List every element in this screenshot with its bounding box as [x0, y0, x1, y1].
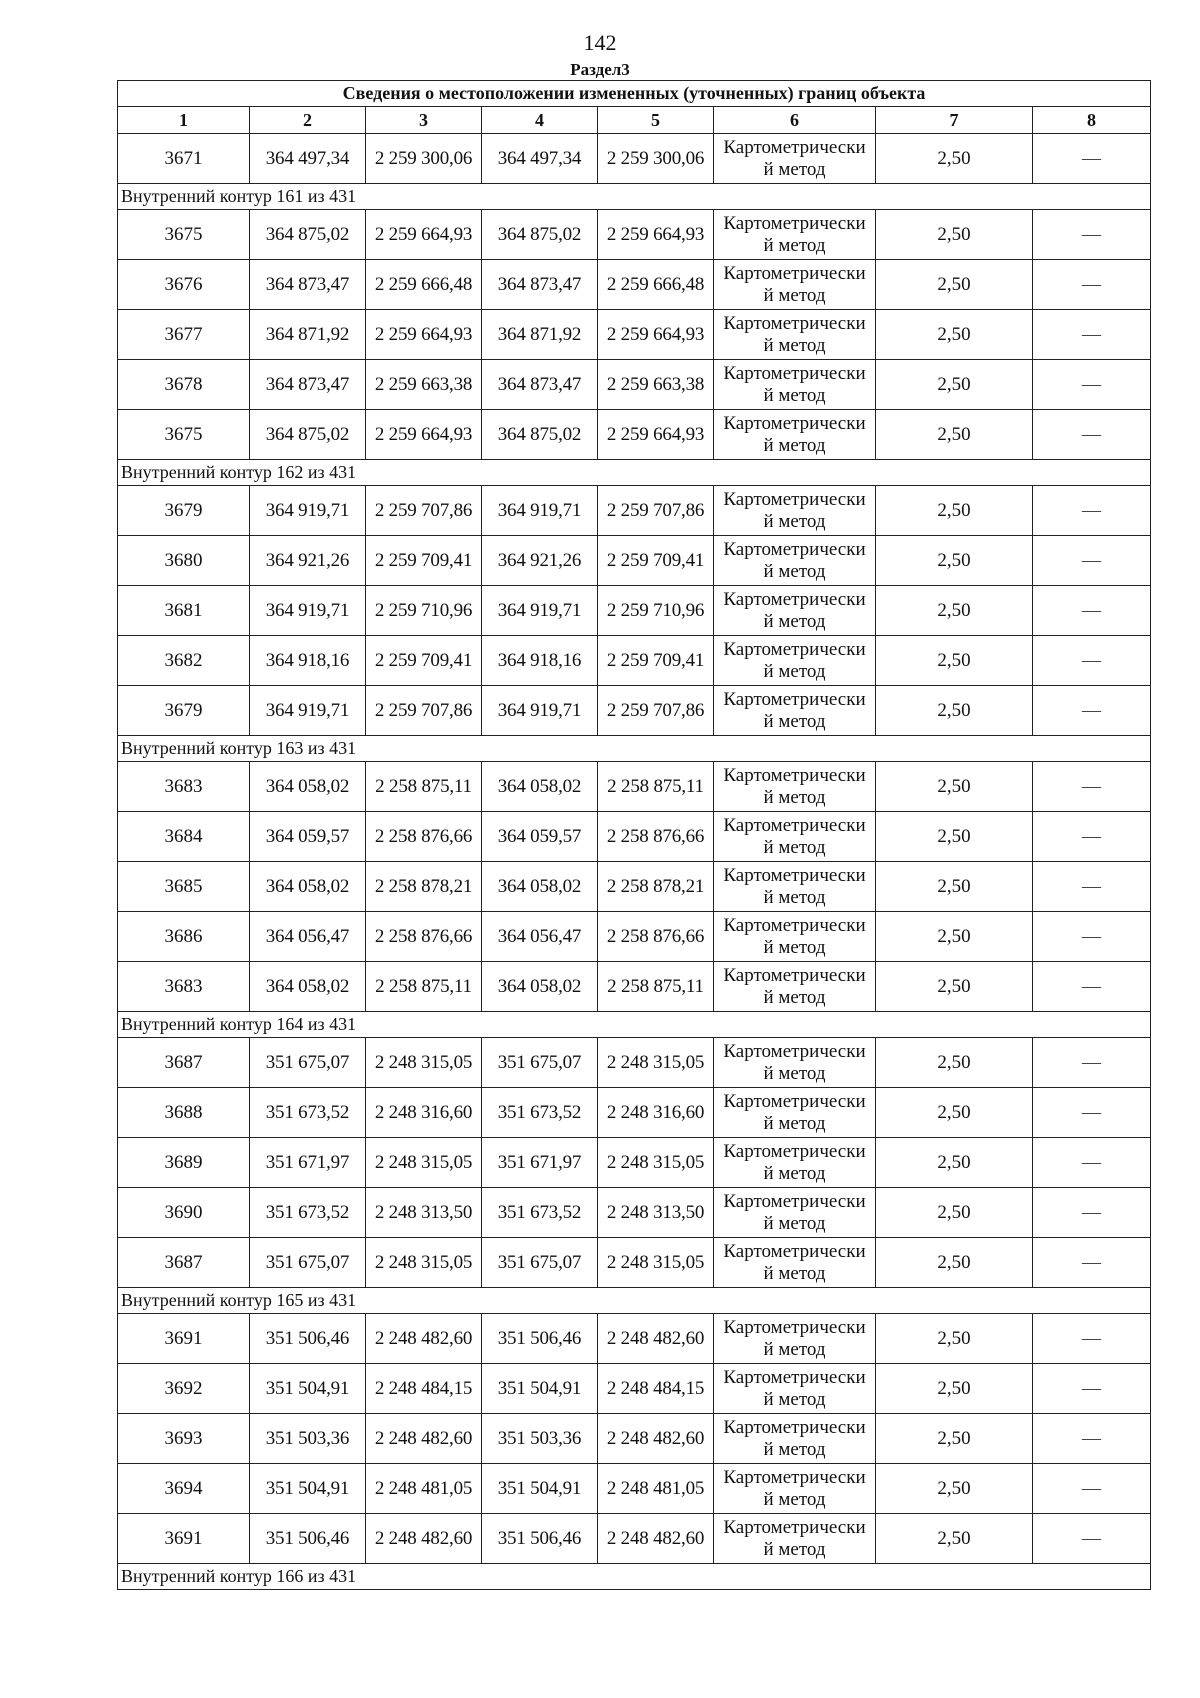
- table-row: [118, 360, 1151, 410]
- accuracy-value: 2,50: [876, 586, 1033, 636]
- x-coordinate-old: 351 673,52: [250, 1088, 366, 1138]
- y-coordinate-old: 2 258 876,66: [366, 912, 482, 962]
- determination-method: Картометрически й метод: [714, 1088, 876, 1138]
- x-coordinate-old: 351 503,36: [250, 1414, 366, 1464]
- x-coordinate-old: 351 675,07: [250, 1238, 366, 1288]
- x-coordinate-new: 364 056,47: [482, 912, 598, 962]
- y-coordinate-old: 2 248 482,60: [366, 1414, 482, 1464]
- x-coordinate-old: 351 673,52: [250, 1188, 366, 1238]
- table-row: [118, 310, 1151, 360]
- column-number: 3: [366, 107, 482, 134]
- table-row: [118, 862, 1151, 912]
- point-number: 3678: [118, 360, 250, 410]
- x-coordinate-old: 364 919,71: [250, 486, 366, 536]
- y-coordinate-old: 2 248 316,60: [366, 1088, 482, 1138]
- y-coordinate-new: 2 259 663,38: [598, 360, 714, 410]
- determination-method: Картометрически й метод: [714, 762, 876, 812]
- table-row: [118, 812, 1151, 862]
- x-coordinate-old: 364 875,02: [250, 210, 366, 260]
- description-cell: —: [1033, 636, 1151, 686]
- description-cell: —: [1033, 1038, 1151, 1088]
- x-coordinate-new: 364 497,34: [482, 134, 598, 184]
- x-coordinate-new: 351 504,91: [482, 1364, 598, 1414]
- table-row: [118, 1514, 1151, 1564]
- table-row: [118, 260, 1151, 310]
- x-coordinate-new: 364 058,02: [482, 762, 598, 812]
- table-row: [118, 486, 1151, 536]
- y-coordinate-new: 2 259 710,96: [598, 586, 714, 636]
- x-coordinate-new: 364 871,92: [482, 310, 598, 360]
- y-coordinate-old: 2 259 707,86: [366, 686, 482, 736]
- accuracy-value: 2,50: [876, 486, 1033, 536]
- accuracy-value: 2,50: [876, 1314, 1033, 1364]
- table-row: [118, 1088, 1151, 1138]
- accuracy-value: 2,50: [876, 360, 1033, 410]
- contour-row: [118, 1288, 1151, 1314]
- point-number: 3675: [118, 210, 250, 260]
- point-number: 3679: [118, 686, 250, 736]
- x-coordinate-new: 364 919,71: [482, 586, 598, 636]
- y-coordinate-new: 2 259 707,86: [598, 686, 714, 736]
- contour-label: Внутренний контур 163 из 431: [118, 736, 1151, 762]
- contour-row: [118, 460, 1151, 486]
- x-coordinate-new: 364 058,02: [482, 862, 598, 912]
- x-coordinate-new: 351 503,36: [482, 1414, 598, 1464]
- y-coordinate-new: 2 259 709,41: [598, 536, 714, 586]
- x-coordinate-new: 364 873,47: [482, 360, 598, 410]
- accuracy-value: 2,50: [876, 210, 1033, 260]
- x-coordinate-new: 364 921,26: [482, 536, 598, 586]
- contour-label: Внутренний контур 165 из 431: [118, 1288, 1151, 1314]
- x-coordinate-old: 364 497,34: [250, 134, 366, 184]
- determination-method: Картометрически й метод: [714, 260, 876, 310]
- description-cell: —: [1033, 1314, 1151, 1364]
- point-number: 3692: [118, 1364, 250, 1414]
- point-number: 3671: [118, 134, 250, 184]
- accuracy-value: 2,50: [876, 1138, 1033, 1188]
- y-coordinate-old: 2 259 664,93: [366, 410, 482, 460]
- x-coordinate-old: 364 873,47: [250, 260, 366, 310]
- y-coordinate-new: 2 259 664,93: [598, 210, 714, 260]
- accuracy-value: 2,50: [876, 1238, 1033, 1288]
- point-number: 3691: [118, 1314, 250, 1364]
- y-coordinate-new: 2 248 313,50: [598, 1188, 714, 1238]
- accuracy-value: 2,50: [876, 1414, 1033, 1464]
- table-row: [118, 1138, 1151, 1188]
- table-row: [118, 1414, 1151, 1464]
- table-row: [118, 1464, 1151, 1514]
- column-number: 5: [598, 107, 714, 134]
- table-body: [118, 134, 1151, 1590]
- determination-method: Картометрически й метод: [714, 1464, 876, 1514]
- determination-method: Картометрически й метод: [714, 134, 876, 184]
- x-coordinate-new: 351 673,52: [482, 1188, 598, 1238]
- point-number: 3693: [118, 1414, 250, 1464]
- contour-label: Внутренний контур 162 из 431: [118, 460, 1151, 486]
- y-coordinate-new: 2 248 482,60: [598, 1514, 714, 1564]
- description-cell: —: [1033, 1188, 1151, 1238]
- y-coordinate-new: 2 248 481,05: [598, 1464, 714, 1514]
- x-coordinate-new: 364 875,02: [482, 210, 598, 260]
- point-number: 3690: [118, 1188, 250, 1238]
- table-caption-row: [118, 81, 1151, 107]
- determination-method: Картометрически й метод: [714, 1514, 876, 1564]
- point-number: 3687: [118, 1238, 250, 1288]
- y-coordinate-new: 2 248 316,60: [598, 1088, 714, 1138]
- determination-method: Картометрически й метод: [714, 862, 876, 912]
- x-coordinate-old: 351 675,07: [250, 1038, 366, 1088]
- determination-method: Картометрически й метод: [714, 410, 876, 460]
- y-coordinate-old: 2 248 315,05: [366, 1038, 482, 1088]
- table-row: [118, 134, 1151, 184]
- accuracy-value: 2,50: [876, 962, 1033, 1012]
- accuracy-value: 2,50: [876, 310, 1033, 360]
- description-cell: —: [1033, 260, 1151, 310]
- description-cell: —: [1033, 134, 1151, 184]
- table-row: [118, 912, 1151, 962]
- contour-row: [118, 1564, 1151, 1590]
- accuracy-value: 2,50: [876, 1514, 1033, 1564]
- x-coordinate-old: 364 921,26: [250, 536, 366, 586]
- y-coordinate-new: 2 259 664,93: [598, 310, 714, 360]
- determination-method: Картометрически й метод: [714, 1364, 876, 1414]
- accuracy-value: 2,50: [876, 1364, 1033, 1414]
- description-cell: —: [1033, 310, 1151, 360]
- y-coordinate-new: 2 258 876,66: [598, 912, 714, 962]
- determination-method: Картометрически й метод: [714, 536, 876, 586]
- contour-row: [118, 184, 1151, 210]
- table-row: [118, 1038, 1151, 1088]
- table-row: [118, 1188, 1151, 1238]
- y-coordinate-new: 2 259 707,86: [598, 486, 714, 536]
- x-coordinate-old: 364 056,47: [250, 912, 366, 962]
- table-row: [118, 962, 1151, 1012]
- determination-method: Картометрически й метод: [714, 812, 876, 862]
- contour-row: [118, 1012, 1151, 1038]
- x-coordinate-old: 351 506,46: [250, 1514, 366, 1564]
- column-number: 6: [714, 107, 876, 134]
- point-number: 3688: [118, 1088, 250, 1138]
- x-coordinate-old: 364 875,02: [250, 410, 366, 460]
- x-coordinate-new: 351 506,46: [482, 1514, 598, 1564]
- y-coordinate-new: 2 248 482,60: [598, 1414, 714, 1464]
- description-cell: —: [1033, 210, 1151, 260]
- column-number: 7: [876, 107, 1033, 134]
- accuracy-value: 2,50: [876, 762, 1033, 812]
- accuracy-value: 2,50: [876, 410, 1033, 460]
- y-coordinate-new: 2 248 315,05: [598, 1238, 714, 1288]
- y-coordinate-new: 2 259 709,41: [598, 636, 714, 686]
- table-row: [118, 586, 1151, 636]
- point-number: 3685: [118, 862, 250, 912]
- y-coordinate-old: 2 248 482,60: [366, 1514, 482, 1564]
- point-number: 3683: [118, 962, 250, 1012]
- y-coordinate-new: 2 248 315,05: [598, 1038, 714, 1088]
- column-number: 8: [1033, 107, 1151, 134]
- point-number: 3681: [118, 586, 250, 636]
- determination-method: Картометрически й метод: [714, 210, 876, 260]
- x-coordinate-new: 351 675,07: [482, 1038, 598, 1088]
- column-number-row: [118, 107, 1151, 134]
- contour-label: Внутренний контур 161 из 431: [118, 184, 1151, 210]
- description-cell: —: [1033, 862, 1151, 912]
- description-cell: —: [1033, 1464, 1151, 1514]
- x-coordinate-old: 351 504,91: [250, 1364, 366, 1414]
- accuracy-value: 2,50: [876, 812, 1033, 862]
- y-coordinate-old: 2 259 664,93: [366, 310, 482, 360]
- description-cell: —: [1033, 1414, 1151, 1464]
- y-coordinate-old: 2 248 482,60: [366, 1314, 482, 1364]
- y-coordinate-old: 2 258 878,21: [366, 862, 482, 912]
- description-cell: —: [1033, 762, 1151, 812]
- accuracy-value: 2,50: [876, 134, 1033, 184]
- accuracy-value: 2,50: [876, 1088, 1033, 1138]
- x-coordinate-new: 364 058,02: [482, 962, 598, 1012]
- x-coordinate-new: 364 919,71: [482, 486, 598, 536]
- determination-method: Картометрически й метод: [714, 1238, 876, 1288]
- determination-method: Картометрически й метод: [714, 1314, 876, 1364]
- determination-method: Картометрически й метод: [714, 486, 876, 536]
- table-row: [118, 1364, 1151, 1414]
- description-cell: —: [1033, 1364, 1151, 1414]
- point-number: 3694: [118, 1464, 250, 1514]
- table-row: [118, 762, 1151, 812]
- determination-method: Картометрически й метод: [714, 912, 876, 962]
- x-coordinate-old: 364 871,92: [250, 310, 366, 360]
- point-number: 3687: [118, 1038, 250, 1088]
- x-coordinate-new: 364 918,16: [482, 636, 598, 686]
- point-number: 3677: [118, 310, 250, 360]
- y-coordinate-old: 2 258 875,11: [366, 762, 482, 812]
- y-coordinate-new: 2 248 315,05: [598, 1138, 714, 1188]
- x-coordinate-new: 364 875,02: [482, 410, 598, 460]
- y-coordinate-new: 2 248 484,15: [598, 1364, 714, 1414]
- x-coordinate-old: 351 504,91: [250, 1464, 366, 1514]
- contour-row: [118, 736, 1151, 762]
- y-coordinate-old: 2 259 710,96: [366, 586, 482, 636]
- accuracy-value: 2,50: [876, 536, 1033, 586]
- description-cell: —: [1033, 1088, 1151, 1138]
- point-number: 3684: [118, 812, 250, 862]
- accuracy-value: 2,50: [876, 686, 1033, 736]
- y-coordinate-old: 2 259 709,41: [366, 536, 482, 586]
- accuracy-value: 2,50: [876, 1464, 1033, 1514]
- contour-label: Внутренний контур 164 из 431: [118, 1012, 1151, 1038]
- point-number: 3676: [118, 260, 250, 310]
- y-coordinate-old: 2 259 300,06: [366, 134, 482, 184]
- x-coordinate-new: 364 873,47: [482, 260, 598, 310]
- y-coordinate-old: 2 248 315,05: [366, 1138, 482, 1188]
- y-coordinate-new: 2 259 666,48: [598, 260, 714, 310]
- determination-method: Картометрически й метод: [714, 1414, 876, 1464]
- description-cell: —: [1033, 1514, 1151, 1564]
- x-coordinate-new: 351 504,91: [482, 1464, 598, 1514]
- determination-method: Картометрически й метод: [714, 1138, 876, 1188]
- determination-method: Картометрически й метод: [714, 636, 876, 686]
- point-number: 3689: [118, 1138, 250, 1188]
- y-coordinate-old: 2 248 315,05: [366, 1238, 482, 1288]
- table-row: [118, 1314, 1151, 1364]
- accuracy-value: 2,50: [876, 260, 1033, 310]
- y-coordinate-old: 2 259 666,48: [366, 260, 482, 310]
- y-coordinate-new: 2 248 482,60: [598, 1314, 714, 1364]
- x-coordinate-old: 364 918,16: [250, 636, 366, 686]
- x-coordinate-old: 351 506,46: [250, 1314, 366, 1364]
- table-row: [118, 410, 1151, 460]
- determination-method: Картометрически й метод: [714, 1188, 876, 1238]
- y-coordinate-old: 2 248 481,05: [366, 1464, 482, 1514]
- table-row: [118, 636, 1151, 686]
- determination-method: Картометрически й метод: [714, 962, 876, 1012]
- y-coordinate-old: 2 258 876,66: [366, 812, 482, 862]
- x-coordinate-old: 364 873,47: [250, 360, 366, 410]
- x-coordinate-new: 351 675,07: [482, 1238, 598, 1288]
- accuracy-value: 2,50: [876, 912, 1033, 962]
- x-coordinate-new: 351 671,97: [482, 1138, 598, 1188]
- accuracy-value: 2,50: [876, 862, 1033, 912]
- accuracy-value: 2,50: [876, 1038, 1033, 1088]
- determination-method: Картометрически й метод: [714, 686, 876, 736]
- point-number: 3691: [118, 1514, 250, 1564]
- x-coordinate-old: 364 058,02: [250, 962, 366, 1012]
- accuracy-value: 2,50: [876, 1188, 1033, 1238]
- y-coordinate-old: 2 248 313,50: [366, 1188, 482, 1238]
- x-coordinate-old: 364 919,71: [250, 686, 366, 736]
- determination-method: Картометрически й метод: [714, 1038, 876, 1088]
- y-coordinate-new: 2 258 878,21: [598, 862, 714, 912]
- page-number: 142: [583, 30, 617, 55]
- description-cell: —: [1033, 686, 1151, 736]
- x-coordinate-new: 364 059,57: [482, 812, 598, 862]
- y-coordinate-old: 2 259 664,93: [366, 210, 482, 260]
- x-coordinate-new: 351 506,46: [482, 1314, 598, 1364]
- x-coordinate-old: 364 058,02: [250, 762, 366, 812]
- description-cell: —: [1033, 962, 1151, 1012]
- y-coordinate-old: 2 259 709,41: [366, 636, 482, 686]
- x-coordinate-old: 364 059,57: [250, 812, 366, 862]
- y-coordinate-old: 2 259 707,86: [366, 486, 482, 536]
- x-coordinate-new: 351 673,52: [482, 1088, 598, 1138]
- x-coordinate-new: 364 919,71: [482, 686, 598, 736]
- y-coordinate-new: 2 258 875,11: [598, 762, 714, 812]
- x-coordinate-old: 364 058,02: [250, 862, 366, 912]
- column-number: 4: [482, 107, 598, 134]
- x-coordinate-old: 351 671,97: [250, 1138, 366, 1188]
- point-number: 3683: [118, 762, 250, 812]
- y-coordinate-new: 2 259 664,93: [598, 410, 714, 460]
- y-coordinate-old: 2 258 875,11: [366, 962, 482, 1012]
- table-row: [118, 536, 1151, 586]
- description-cell: —: [1033, 360, 1151, 410]
- y-coordinate-old: 2 248 484,15: [366, 1364, 482, 1414]
- description-cell: —: [1033, 1138, 1151, 1188]
- point-number: 3675: [118, 410, 250, 460]
- table-caption: Сведения о местоположении измененных (уточненных) границ объекта: [118, 81, 1151, 107]
- point-number: 3682: [118, 636, 250, 686]
- point-number: 3680: [118, 536, 250, 586]
- point-number: 3679: [118, 486, 250, 536]
- description-cell: —: [1033, 912, 1151, 962]
- contour-label: Внутренний контур 166 из 431: [118, 1564, 1151, 1590]
- y-coordinate-new: 2 259 300,06: [598, 134, 714, 184]
- description-cell: —: [1033, 1238, 1151, 1288]
- determination-method: Картометрически й метод: [714, 586, 876, 636]
- description-cell: —: [1033, 410, 1151, 460]
- x-coordinate-old: 364 919,71: [250, 586, 366, 636]
- y-coordinate-new: 2 258 875,11: [598, 962, 714, 1012]
- table-row: [118, 1238, 1151, 1288]
- point-number: 3686: [118, 912, 250, 962]
- table-row: [118, 210, 1151, 260]
- description-cell: —: [1033, 536, 1151, 586]
- y-coordinate-new: 2 258 876,66: [598, 812, 714, 862]
- description-cell: —: [1033, 486, 1151, 536]
- column-number: 2: [250, 107, 366, 134]
- section-title: Раздел3: [570, 60, 630, 79]
- determination-method: Картометрически й метод: [714, 360, 876, 410]
- boundary-coordinates-table: [117, 80, 1151, 1590]
- column-number: 1: [118, 107, 250, 134]
- y-coordinate-old: 2 259 663,38: [366, 360, 482, 410]
- accuracy-value: 2,50: [876, 636, 1033, 686]
- table-row: [118, 686, 1151, 736]
- description-cell: —: [1033, 812, 1151, 862]
- determination-method: Картометрически й метод: [714, 310, 876, 360]
- description-cell: —: [1033, 586, 1151, 636]
